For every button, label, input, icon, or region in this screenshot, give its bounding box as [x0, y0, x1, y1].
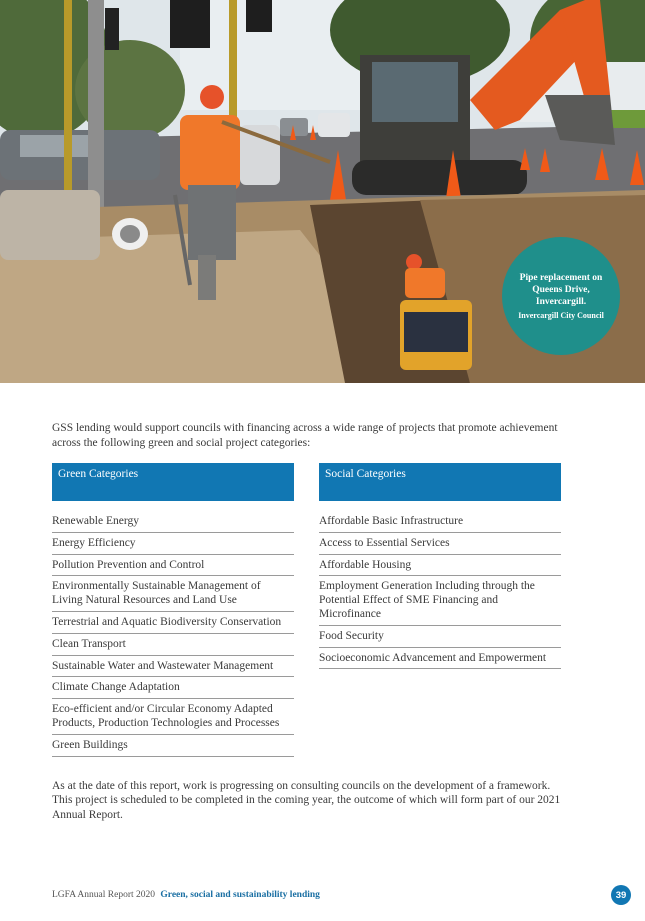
social-category-item: Affordable Housing: [319, 555, 561, 577]
photo-caption-credit: Invercargill City Council: [518, 310, 604, 320]
social-category-item: Food Security: [319, 626, 561, 648]
photo-caption-title: Pipe replacement on Queens Drive, Invercargill.: [519, 272, 603, 307]
photo-caption-badge: [502, 237, 620, 355]
green-categories-header: Green Categories: [52, 463, 294, 501]
social-category-item: Socioeconomic Advancement and Empowerment: [319, 648, 561, 670]
social-category-item: Employment Generation Including through the Potential Effect of SME Financing and Microfinance: [319, 576, 561, 625]
green-categories-column: [52, 463, 294, 757]
footer-report-title: LGFA Annual Report 2020: [52, 890, 156, 900]
intro-paragraph: GSS lending would support councils with financing across a wide range of projects that promote achievement across the following green and social project categories:: [52, 422, 558, 449]
page-number-badge: 39: [611, 885, 631, 905]
green-category-item: Terrestrial and Aquatic Biodiversity Conservation: [52, 612, 294, 634]
page-footer: [52, 890, 320, 900]
green-category-item: Sustainable Water and Wastewater Management: [52, 656, 294, 678]
green-category-item: Clean Transport: [52, 634, 294, 656]
social-category-item: Affordable Basic Infrastructure: [319, 511, 561, 533]
outro-paragraph: As at the date of this report, work is progressing on consulting councils on the development of a framework. This project is scheduled to be completed in the coming year, the outcome of which will form part of our 2021 Annual Report.: [52, 780, 561, 821]
green-category-item: Eco-efficient and/or Circular Economy Adapted Products, Production Technologies and Processes: [52, 699, 294, 735]
green-category-item: Environmentally Sustainable Management of Living Natural Resources and Land Use: [52, 576, 294, 612]
green-category-item: Energy Efficiency: [52, 533, 294, 555]
green-category-item: Green Buildings: [52, 735, 294, 757]
footer-section-title: Green, social and sustainability lending: [160, 890, 320, 900]
green-category-item: Climate Change Adaptation: [52, 677, 294, 699]
social-category-item: Access to Essential Services: [319, 533, 561, 555]
social-categories-header: Social Categories: [319, 463, 561, 501]
hero-photo: [0, 0, 645, 383]
social-categories-column: [319, 463, 561, 669]
green-category-item: Pollution Prevention and Control: [52, 555, 294, 577]
green-category-item: Renewable Energy: [52, 511, 294, 533]
